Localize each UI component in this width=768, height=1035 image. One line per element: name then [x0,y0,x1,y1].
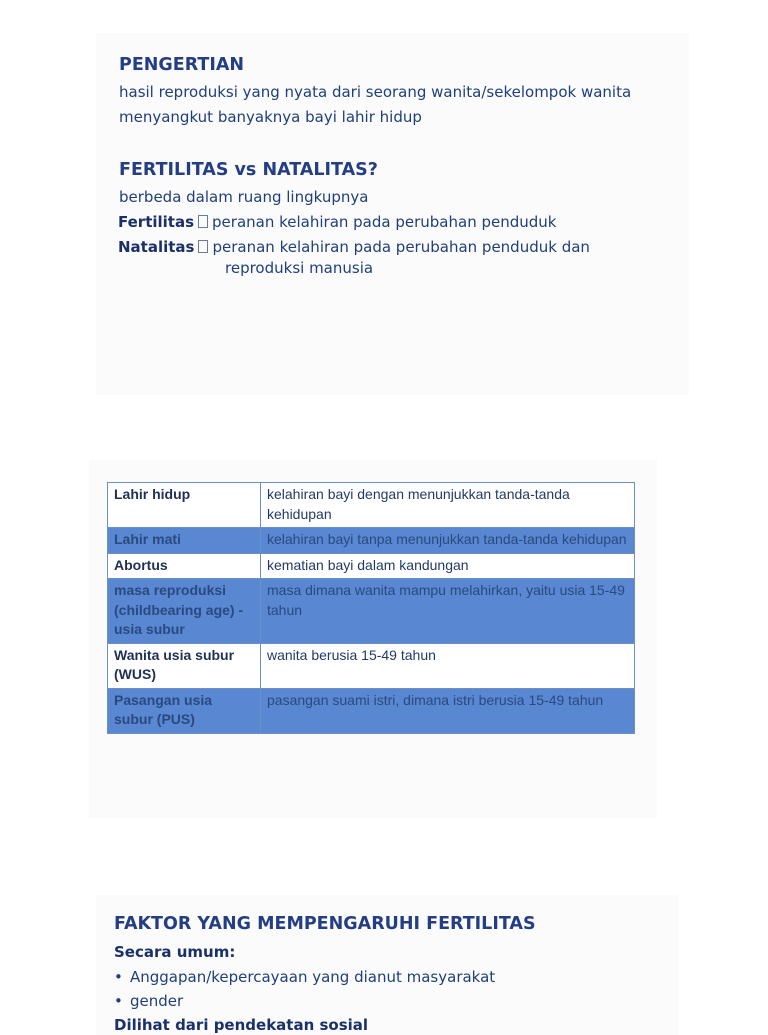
definition-line-1: hasil reproduksi yang nyata dari seorang wanita/sekelompok wanita [119,83,632,101]
slide-definitions-table [89,460,657,818]
list-item-text: Anggapan/kepercayaan yang dianut masyarakat [130,968,496,986]
definition-cell: wanita berusia 15-49 tahun [261,643,635,688]
comparison-term: Fertilitas [118,213,195,231]
comparison-fertilitas [118,213,556,231]
definition-cell: kelahiran bayi tanpa menunjukkan tanda-tanda kehidupan [261,528,635,554]
table-row [108,688,635,733]
table-row [108,483,635,528]
subheading: Secara umum: [114,943,236,961]
term-cell: Lahir mati [108,528,261,554]
comparison-text: peranan kelahiran pada perubahan penduduk dan [212,238,590,256]
list-item [114,968,495,986]
list-item [114,992,183,1010]
comparison-natalitas [118,238,590,256]
term-cell: masa reproduksi (childbearing age) - usia subur [108,579,261,644]
table-row [108,579,635,644]
definitions-table [107,482,635,734]
arrow-placeholder-icon [198,240,208,253]
term-cell: Abortus [108,553,261,579]
term-cell: Wanita usia subur (WUS) [108,643,261,688]
slide-title: PENGERTIAN [119,55,245,75]
definition-cell: masa dimana wanita mampu melahirkan, yaitu usia 15-49 tahun [261,579,635,644]
comparison-continuation: reproduksi manusia [225,259,374,277]
table-row [108,553,635,579]
comparison-term: Natalitas [118,238,195,256]
arrow-placeholder-icon [198,215,208,228]
bullet-icon: • [114,992,123,1010]
table-row [108,528,635,554]
definition-line-2: menyangkut banyaknya bayi lahir hidup [119,108,422,126]
slide-title: FAKTOR YANG MEMPENGARUHI FERTILITAS [114,914,536,934]
comparison-text: peranan kelahiran pada perubahan penduduk [212,213,557,231]
cut-off-heading: Dilihat dari pendekatan sosial [114,1016,369,1034]
section-title: FERTILITAS vs NATALITAS? [119,160,378,180]
intro-line: berbeda dalam ruang lingkupnya [119,188,369,206]
list-item-text: gender [130,992,184,1010]
definition-cell: pasangan suami istri, dimana istri berusia 15-49 tahun [261,688,635,733]
bullet-icon: • [114,968,123,986]
term-cell: Pasangan usia subur (PUS) [108,688,261,733]
definition-cell: kematian bayi dalam kandungan [261,553,635,579]
slide-faktor-fertilitas [96,895,678,1035]
slide-pengertian [96,33,689,395]
table-row [108,643,635,688]
definition-cell: kelahiran bayi dengan menunjukkan tanda-tanda kehidupan [261,483,635,528]
term-cell: Lahir hidup [108,483,261,528]
